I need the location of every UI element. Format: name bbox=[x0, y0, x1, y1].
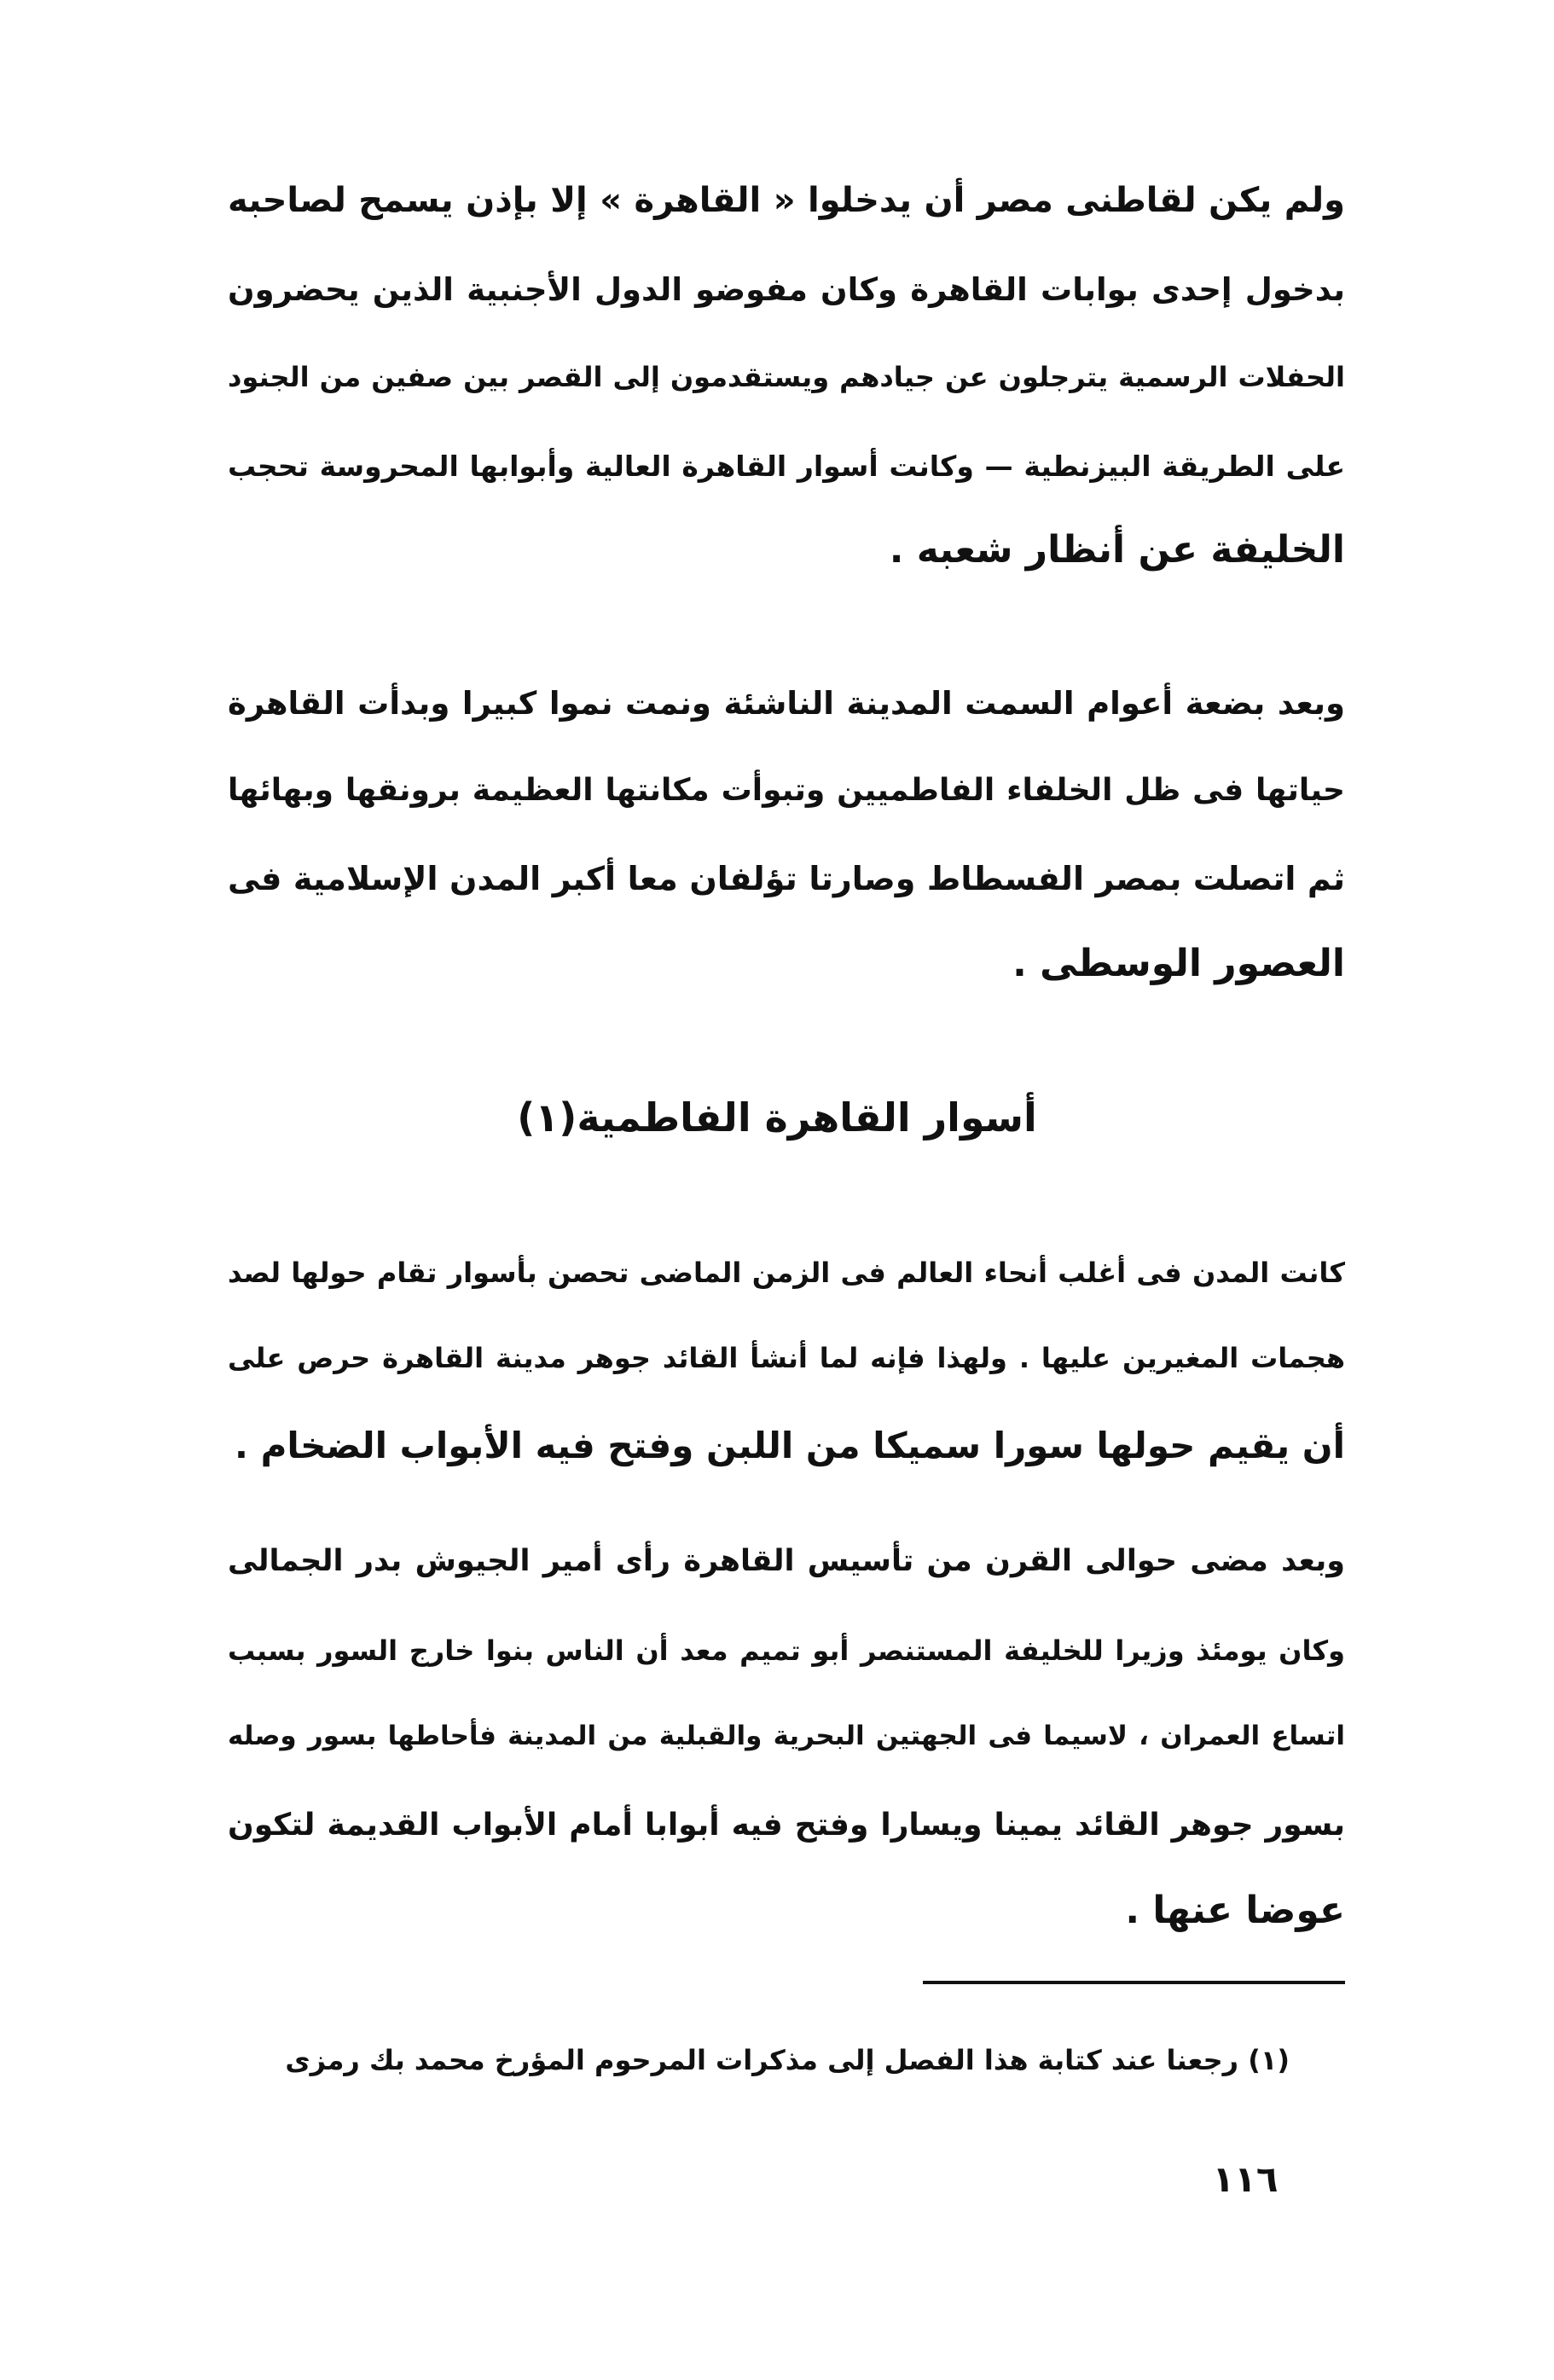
footnote-separator bbox=[923, 1981, 1345, 1984]
paragraph-2-line-2: حياتها فى ظل الخلفاء الفاطميين وتبوأت مكانتها العظيمة برونقها وبهائها bbox=[228, 773, 1345, 808]
paragraph-4-line-5: عوضا عنها . bbox=[1125, 1889, 1345, 1932]
section-heading: أسوار القاهرة الفاطمية(١) bbox=[517, 1094, 1037, 1141]
paragraph-1-line-1: ولم يكن لقاطنى مصر أن يدخلوا « القاهرة » إلا بإذن يسمح لصاحبه bbox=[228, 181, 1345, 220]
paragraph-3-line-2: هجمات المغيرين عليها . ولهذا فإنه لما أنشأ القائد جوهر مدينة القاهرة حرص على bbox=[228, 1342, 1345, 1374]
paragraph-4-line-4: بسور جوهر القائد يمينا ويسارا وفتح فيه أبوابا أمام الأبواب القديمة لتكون bbox=[228, 1808, 1345, 1843]
paragraph-2-line-4: العصور الوسطى . bbox=[1012, 942, 1345, 985]
paragraph-2-line-1: وبعد بضعة أعوام السمت المدينة الناشئة ونمت نموا كبيرا وبدأت القاهرة bbox=[228, 685, 1345, 722]
paragraph-1-line-2: بدخول إحدى بوابات القاهرة وكان مفوضو الدول الأجنبية الذين يحضرون bbox=[228, 271, 1345, 308]
paragraph-4-line-1: وبعد مضى حوالى القرن من تأسيس القاهرة رأى أمير الجيوش بدر الجمالى bbox=[228, 1544, 1345, 1578]
footnote: (١) رجعنا عند كتابة هذا الفصل إلى مذكرات المرحوم المؤرخ محمد بك رمزى bbox=[285, 2044, 1290, 2076]
paragraph-3-line-1: كانت المدن فى أغلب أنحاء العالم فى الزمن الماضى تحصن بأسوار تقام حولها لصد bbox=[228, 1257, 1345, 1289]
paragraph-4-line-2: وكان يومئذ وزيرا للخليفة المستنصر أبو تميم معد أن الناس بنوا خارج السور بسبب bbox=[228, 1634, 1345, 1667]
paragraph-3-line-3: أن يقيم حولها سورا سميكا من اللبن وفتح فيه الأبواب الضخام . bbox=[235, 1425, 1345, 1466]
page-number: ١١٦ bbox=[1212, 2158, 1279, 2200]
paragraph-1-line-3: الحفلات الرسمية يترجلون عن جيادهم ويستقدمون إلى القصر بين صفين من الجنود bbox=[228, 361, 1345, 393]
paragraph-4-line-3: اتساع العمران ، لاسيما فى الجهتين البحرية والقبلية من المدينة فأحاطها بسور وصله bbox=[228, 1721, 1345, 1751]
paragraph-1-line-5: الخليفة عن أنظار شعبه . bbox=[889, 528, 1345, 572]
paragraph-1-line-4: على الطريقة البيزنطية — وكانت أسوار القاهرة العالية وأبوابها المحروسة تحجب bbox=[228, 450, 1345, 483]
paragraph-2-line-3: ثم اتصلت بمصر الفسطاط وصارتا تؤلفان معا أكبر المدن الإسلامية فى bbox=[228, 860, 1345, 897]
